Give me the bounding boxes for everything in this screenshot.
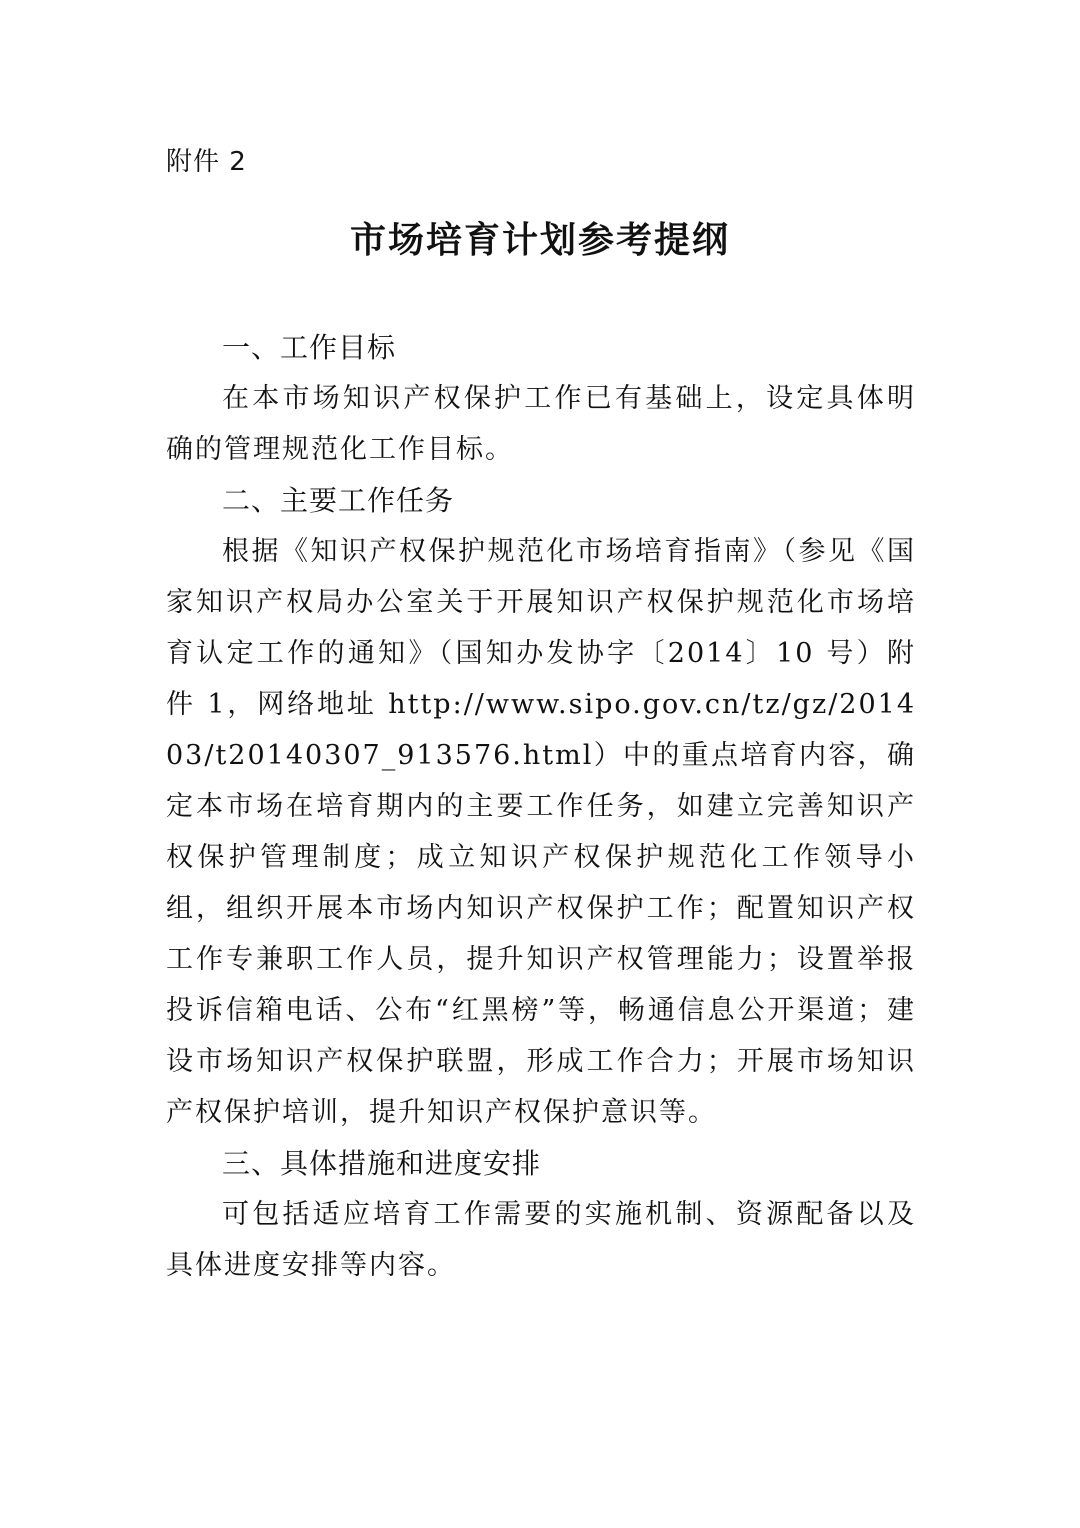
section-main-tasks: [166, 475, 916, 1138]
section-heading: 三、具体措施和进度安排: [222, 1147, 542, 1180]
section-measures-schedule: [166, 1138, 916, 1291]
section-heading: 二、主要工作任务: [222, 484, 455, 517]
document-body: [166, 322, 916, 1291]
attachment-label: 附件 2: [166, 147, 247, 177]
document-title: 市场培育计划参考提纲: [349, 219, 730, 261]
section-work-goals: [166, 322, 916, 475]
section-heading: 一、工作目标: [222, 331, 397, 364]
section-paragraph: 可包括适应培育工作需要的实施机制、资源配备以及具体进度安排等内容。: [166, 1199, 916, 1281]
section-paragraph: 在本市场知识产权保护工作已有基础上，设定具体明确的管理规范化工作目标。: [166, 383, 916, 465]
section-paragraph: 根据《知识产权保护规范化市场培育指南》（参见《国家知识产权局办公室关于开展知识产权保护规范化市场培育认定工作的通知》（国知办发协字〔2014〕10 号）附件 1，网络地址 http://www.sipo.gov.cn/tz/gz/201403/t20140307_913576.html）中的重点培育内容，确定本市场在培育期内的主要工作任务，如建立完善知识产权保护管理制度；成立知识产权保护规范化工作领导小组，组织开展本市场内知识产权保护工作；配置知识产权工作专兼职工作人员，提升知识产权管理能力；设置举报投诉信箱电话、公布“红黑榜”等，畅通信息公开渠道；建设市场知识产权保护联盟，形成工作合力；开展市场知识产权保护培训，提升知识产权保护意识等。: [166, 536, 916, 1128]
